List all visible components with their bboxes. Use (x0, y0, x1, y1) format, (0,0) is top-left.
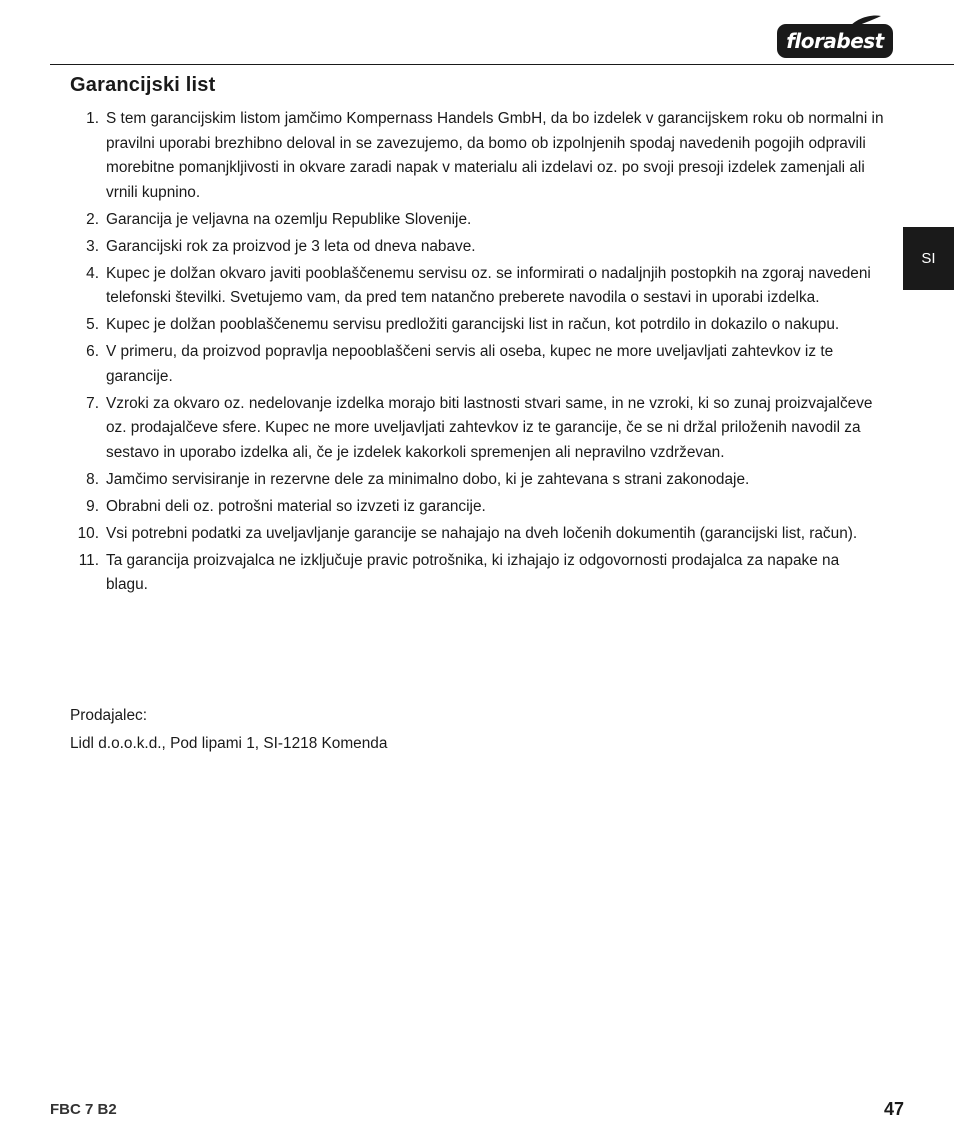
item-number: 3. (86, 237, 99, 255)
item-number: 1. (86, 110, 99, 127)
item-number: 7. (86, 394, 99, 412)
list-item (70, 235, 885, 260)
item-number: 9. (86, 497, 99, 515)
item-text: Garancijski rok za proizvod je 3 leta od dneva nabave. (106, 237, 476, 255)
item-number: 8. (86, 470, 99, 488)
item-number: 5. (86, 316, 99, 333)
list-item (70, 262, 885, 311)
language-tab: SI (903, 227, 954, 290)
item-number: 6. (86, 343, 99, 360)
florabest-logo (777, 14, 893, 60)
model-number: FBC 7 B2 (50, 1101, 117, 1118)
list-item (70, 522, 885, 547)
list-item (70, 392, 885, 466)
item-text: Kupec je dolžan okvaro javiti pooblaščenemu servisu oz. se informirati o nadaljnjih postopkih na zgoraj navedeni telefonski številki. Svetujemo vam, da pred tem natančno preberete navodila o sestavi in uporabi izdelka. (106, 264, 871, 306)
item-number: 11. (78, 551, 99, 569)
item-text: S tem garancijskim listom jamčimo Kompernass Handels GmbH, da bo izdelek v garancijskem roku ob normalni in pravilni uporabi brezhibno deloval in se zavezujemo, da bomo ob izpolnjenih spodaj navedenih pogojih odpravili morebitne pomanjkljivosti in okvare zaradi napak v materialu ali izdelavi oz. po svoji presoji izdelek zamenjali ali vrnili kupnino. (106, 110, 884, 201)
terms-list (70, 107, 885, 600)
item-text: Vzroki za okvaro oz. nedelovanje izdelka morajo biti lastnosti stvari same, in ne vzroki, ki so zunaj proizvajalčeve oz. prodajalčeve sfere. Kupec ne more uveljavljati zahtevkov iz te garancije, če se ni držal priloženih navodil za sestavo in uporabo izdelka ali, če je izdelek kakorkoli spremenjen ali nepravilno vzdrževan. (106, 394, 873, 461)
seller-label: Prodajalec: (70, 707, 147, 724)
brand-wordmark: florabest (786, 29, 884, 53)
seller-address: Lidl d.o.o.k.d., Pod lipami 1, SI-1218 Komenda (70, 735, 388, 752)
item-text: V primeru, da proizvod popravlja nepooblaščeni servis ali oseba, kupec ne more uveljavljati zahtevkov iz te garancije. (106, 343, 834, 385)
list-item (70, 495, 885, 520)
item-number: 10. (77, 524, 99, 542)
item-text: Jamčimo servisiranje in rezervne dele za minimalno dobo, ki je zahtevana s strani zakonodaje. (106, 470, 750, 488)
item-number: 2. (86, 210, 99, 228)
header-rule (50, 64, 954, 65)
item-text: Garancija je veljavna na ozemlju Republike Slovenije. (106, 210, 472, 228)
list-item (70, 208, 885, 233)
item-text: Obrabni deli oz. potrošni material so izvzeti iz garancije. (106, 497, 486, 515)
list-item (70, 313, 885, 338)
page-title: Garancijski list (70, 74, 216, 96)
item-number: 4. (86, 264, 99, 282)
list-item (70, 107, 885, 205)
item-text: Ta garancija proizvajalca ne izključuje pravic potrošnika, ki izhajajo iz odgovornosti prodajalca za napake na blagu. (106, 551, 840, 593)
list-item (70, 340, 885, 389)
page-number: 47 (883, 1099, 904, 1119)
item-text: Vsi potrebni podatki za uveljavljanje garancije se nahajajo na dveh ločenih dokumentih (garancijski list, račun). (106, 524, 858, 542)
list-item (70, 549, 885, 598)
item-text: Kupec je dolžan pooblaščenemu servisu predložiti garancijski list in račun, kot potrdilo in dokazilo o nakupu. (106, 316, 840, 333)
list-item (70, 468, 885, 493)
